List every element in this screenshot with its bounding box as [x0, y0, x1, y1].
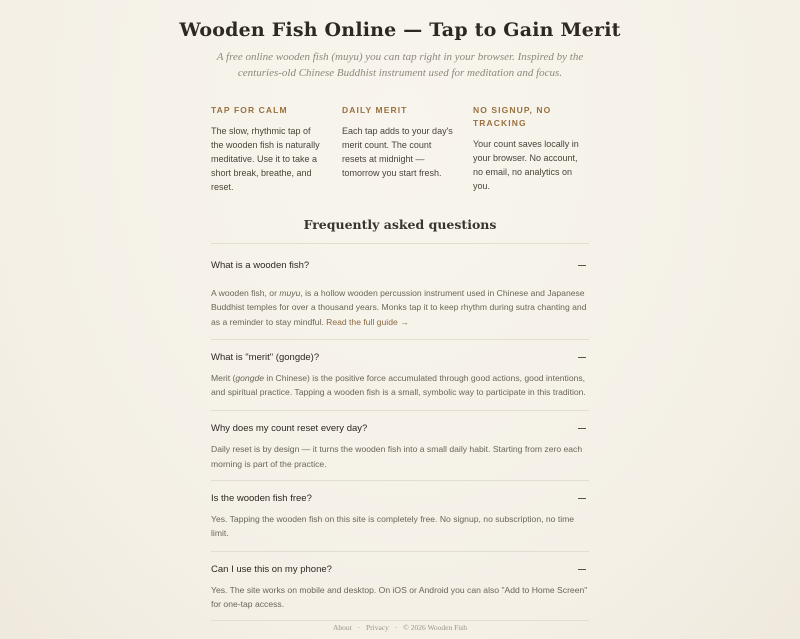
page-title: Wooden Fish Online — Tap to Gain Merit — [179, 19, 621, 41]
footer-separator: · — [394, 623, 398, 632]
faq-item — [211, 552, 589, 622]
faq-answer — [211, 286, 589, 329]
faq-question-button[interactable] — [211, 258, 589, 273]
faq-answer: Yes. Tapping the wooden fish on this site is completely free. No signup, no subscription, no time limit. — [211, 514, 575, 539]
faq-question: What is a wooden fish? — [211, 260, 310, 271]
feature-title: DAILY MERIT — [342, 105, 408, 115]
feature-body: Each tap adds to your day's merit count. The count resets at midnight — tomorrow you start fresh. — [342, 126, 453, 178]
collapse-icon — [578, 265, 586, 266]
feature-body: The slow, rhythmic tap of the wooden fish is naturally meditative. Use it to take a short break, breathe, and reset. — [211, 126, 320, 192]
privacy-link[interactable]: Privacy — [365, 623, 389, 632]
faq-item — [211, 244, 589, 340]
footer — [0, 623, 800, 632]
collapse-icon — [578, 357, 586, 358]
feature-title: TAP FOR CALM — [211, 105, 288, 115]
copyright: © 2026 Wooden Fish — [403, 623, 468, 632]
faq-question: Can I use this on my phone? — [211, 563, 332, 575]
read-full-guide-link[interactable]: Read the full guide → — [326, 316, 409, 327]
collapse-icon — [578, 428, 586, 429]
faq-answer-text: , is a hollow wooden percussion instrument used in Chinese and Japanese Buddhist temples for over a thousand years. Monks tap it to keep rhythm during sutra chanting and as a reminder to stay mindful. — [211, 288, 587, 327]
faq-item — [211, 340, 589, 412]
faq-answer: Yes. The site works on mobile and desktop. On iOS or Android you can also "Add to Home Screen" for one-tap access. — [211, 584, 588, 609]
faq-question: Is the wooden fish free? — [211, 493, 312, 505]
faq-list — [211, 243, 589, 621]
collapse-icon — [578, 569, 586, 570]
footer-separator: · — [357, 623, 361, 632]
feature-daily-merit — [342, 104, 454, 194]
feature-title: NO SIGNUP, NO TRACKING — [473, 105, 552, 128]
features — [211, 104, 591, 194]
faq-question: Why does my count reset every day? — [211, 423, 368, 435]
page-subtitle: A free online wooden fish (muyu) you can tap right in your browser. Inspired by the centuries-old Chinese Buddhist instrument used for meditation and focus. — [216, 51, 584, 79]
faq-question-button[interactable] — [211, 421, 589, 436]
faq-answer-text: A wooden fish, or — [211, 288, 280, 298]
faq-question-button[interactable] — [211, 350, 589, 365]
faq-item — [211, 481, 589, 552]
faq-answer-text: in Chinese) is the positive force accumulated through good actions, good intentions, and spiritual practice. Tapping a wooden fish is a small, symbolic way to participate in this tradition. — [211, 372, 586, 398]
faq-question-button[interactable] — [211, 562, 589, 577]
faq-heading: Frequently asked questions — [303, 217, 497, 232]
faq-answer-emphasis: gongde — [235, 372, 265, 383]
collapse-icon — [578, 498, 586, 499]
faq-item — [211, 411, 589, 481]
feature-no-signup — [473, 104, 585, 194]
feature-body: Your count saves locally in your browser. No account, no email, no analytics on you. — [473, 139, 579, 191]
faq-answer: Daily reset is by design — it turns the wooden fish into a small daily habit. Starting from zero each morning is part of the practice. — [211, 444, 583, 469]
faq-question: What is "merit" (gongde)? — [211, 351, 320, 363]
faq-answer-emphasis: muyu — [279, 288, 301, 298]
faq-answer — [211, 371, 589, 400]
about-link[interactable]: About — [332, 623, 352, 632]
faq-answer-text: Merit ( — [211, 372, 236, 383]
feature-tap-for-calm — [211, 104, 323, 194]
faq-question-button[interactable] — [211, 491, 589, 506]
